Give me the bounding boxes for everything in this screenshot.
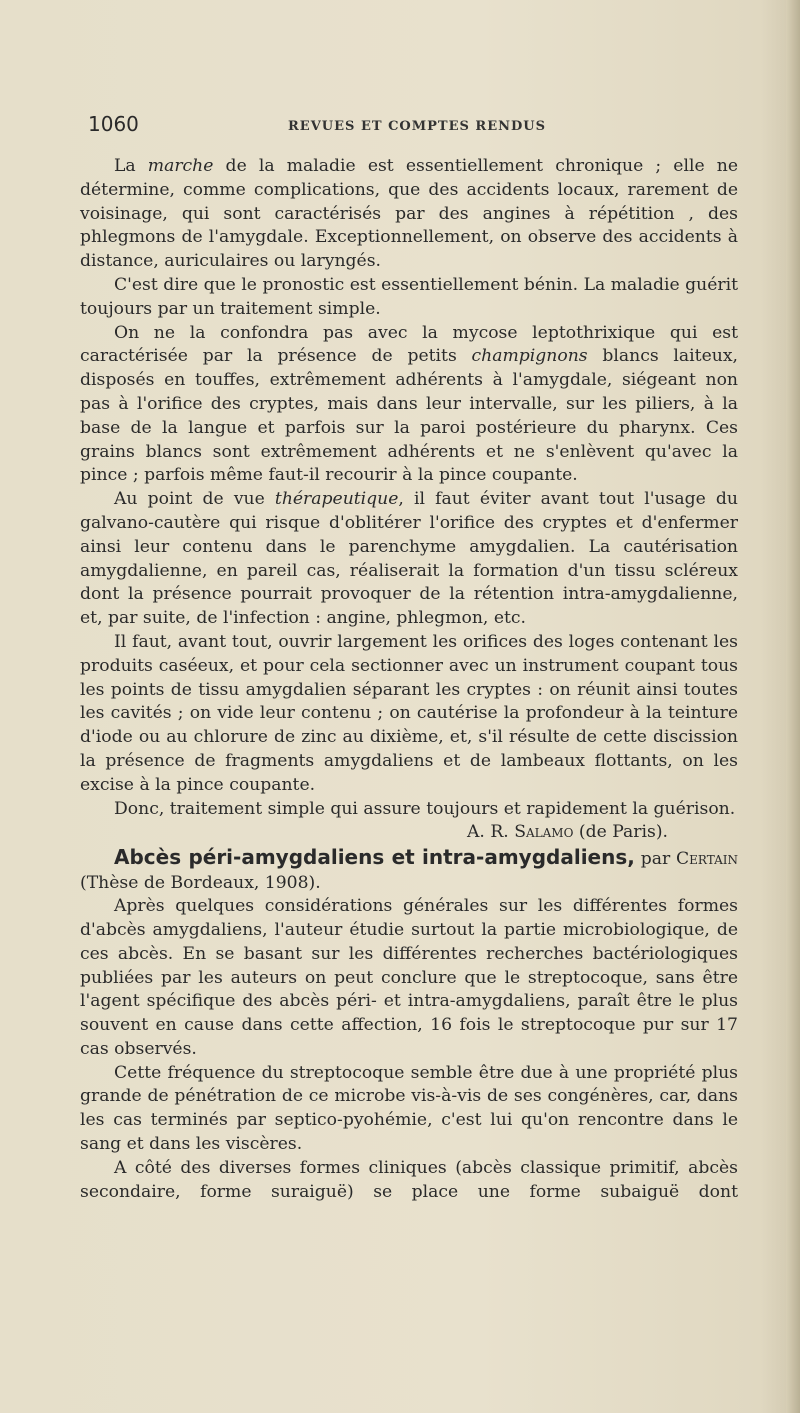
paragraph: C'est dire que le pronostic est essentiellement bénin. La maladie guérit toujours par un traitement simple.: [80, 274, 738, 319]
article-title: Abcès péri-amygdaliens et intra-amygdaliens, par Certain (Thèse de Bordeaux, 1908).: [80, 845, 738, 894]
paragraph: On ne la confondra pas avec la mycose leptothrixique qui est caractérisée par la présence de petits champignons blancs laiteux, disposés en touffes, extrêmement adhérents à l'amygdale, siégeant non pas à l'orifice des cryptes, mais dans leur intervalle, sur les piliers, à la base de la langue et parfois sur la paroi postérieure du pharynx. Ces grains blancs sont extrêmement adhérents et ne s'enlèvent qu'avec la pince ; parfois même faut-il recourir à la pince coupante.: [80, 322, 738, 486]
author-signature: A. R. Salamo (de Paris).: [467, 822, 668, 843]
emphasis: thérapeutique: [274, 489, 399, 510]
paragraph: Cette fréquence du streptocoque semble être due à une propriété plus grande de pénétration de ce microbe vis-à-vis de ses congénères, car, dans les cas terminés par septico-pyohémie, c'est lui qu'on rencontre dans le sang et dans les viscères.: [80, 1062, 738, 1155]
article-title-text: Abcès péri-amygdaliens et intra-amygdaliens,: [114, 845, 635, 870]
article-source: (Thèse de Bordeaux, 1908).: [80, 873, 321, 894]
paragraph: Il faut, avant tout, ouvrir largement les orifices des loges contenant les produits caséeux, et pour cela sectionner avec un instrument coupant tous les points de tissu amygdalien séparant les cryptes : on réunit ainsi toutes les cavités ; on vide leur contenu ; on cautérise la profondeur à la teinture d'iode ou au chlorure de zinc au dixième, et, s'il résulte de cette discission la présence de fragments amygdaliens et de lambeaux flottants, on les excise à la pince coupante.: [80, 631, 738, 795]
paragraph: Au point de vue thérapeutique, il faut éviter avant tout l'usage du galvano-cautère qui risque d'oblitérer l'orifice des cryptes et d'enfermer ainsi leur contenu dans le parenchyme amygdalien. La cautérisation amygdalienne, en pareil cas, réaliserait la formation d'un tissu scléreux dont la présence pourrait provoquer de la rétention intra-amygdalienne, et, par suite, de l'infection : angine, phlegmon, etc.: [80, 489, 738, 629]
page-spine-shadow: [786, 0, 800, 1413]
page-number: 1060: [88, 112, 139, 136]
article-author: Certain: [676, 849, 738, 870]
paragraph: Donc, traitement simple qui assure toujours et rapidement la guérison.: [114, 798, 736, 819]
page-header: [88, 112, 738, 142]
emphasis: marche: [147, 156, 214, 176]
emphasis: champignons: [471, 346, 588, 367]
page-body: [80, 155, 738, 1204]
running-head: REVUES ET COMPTES RENDUS: [288, 119, 546, 134]
paragraph: A côté des diverses formes cliniques (abcès classique primitif, abcès secondaire, forme suraiguë) se place une forme subaiguë dont: [80, 1157, 738, 1202]
signature-line: [80, 821, 738, 845]
paragraph: La marche de la maladie est essentiellement chronique ; elle ne détermine, comme complications, que des accidents locaux, rarement de voisinage, qui sont caractérisés par des angines à répétition , des phlegmons de l'amygdale. Exceptionnellement, on observe des accidents à distance, auriculaires ou laryngés.: [80, 156, 739, 272]
paragraph: Après quelques considérations générales sur les différentes formes d'abcès amygdaliens, l'auteur étudie surtout la partie microbiologique, de ces abcès. En se basant sur les différentes recherches bactériologiques publiées par les auteurs on peut conclure que le streptocoque, sans être l'agent spécifique des abcès péri- et intra-amygdaliens, paraît être le plus souvent en cause dans cette affection, 16 fois le streptocoque pur sur 17 cas observés.: [80, 896, 738, 1059]
